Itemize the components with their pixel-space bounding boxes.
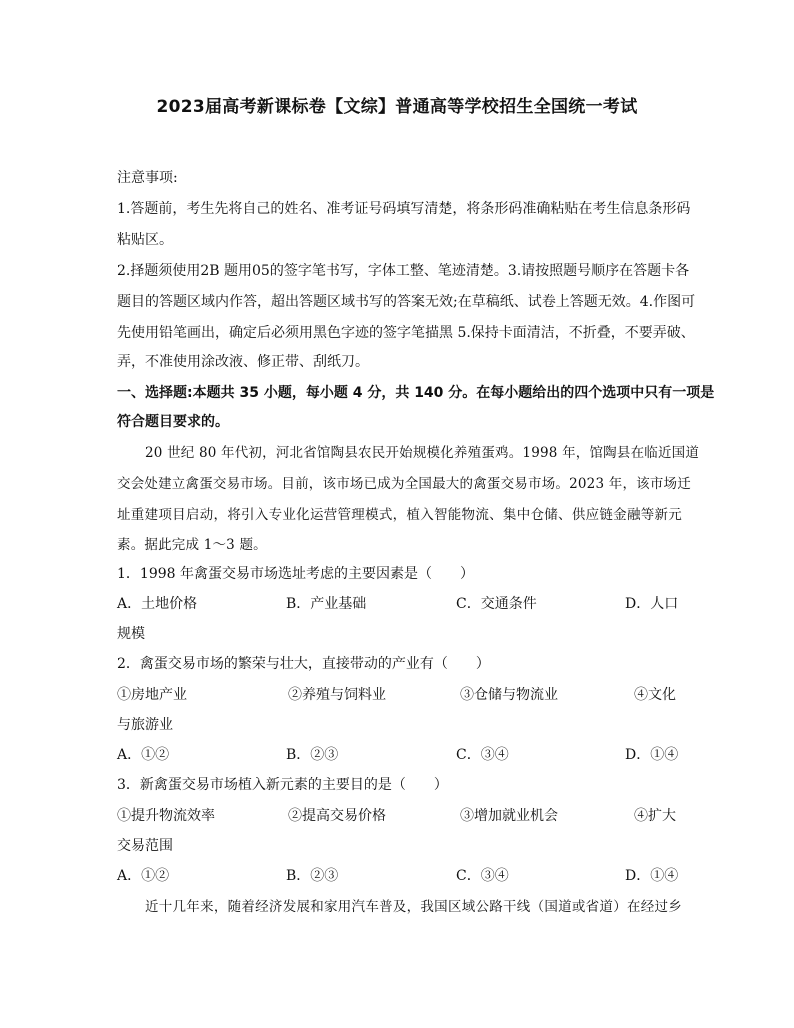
question-1-stem: 1．1998 年禽蛋交易市场选址考虑的主要因素是（ ）: [117, 566, 474, 582]
q1-option-wrap: 规模: [117, 626, 145, 642]
q3-item-2: ②提高交易价格: [288, 808, 386, 824]
q3-item-3: ③增加就业机会: [460, 808, 558, 824]
q3-option-a: A．①②: [117, 868, 170, 884]
passage-line: 址重建项目启动，将引入专业化运营管理模式，植入智能物流、集中仓储、供应链金融等新元: [117, 507, 682, 523]
q1-option-d: D．人口: [625, 596, 679, 612]
notice-line: 粘贴区。: [117, 232, 173, 248]
section-heading: 符合题目要求的。: [117, 414, 229, 430]
q1-option-b: B．产业基础: [286, 596, 367, 612]
passage-line: 近十几年来，随着经济发展和家用汽车普及，我国区域公路干线（国道或省道）在经过乡: [145, 899, 682, 915]
section-heading: 一、选择题:本题共 35 小题，每小题 4 分，共 140 分。在每小题给出的四个选项中只有一项是: [117, 385, 715, 401]
notice-heading: 注意事项:: [117, 170, 178, 186]
passage-line: 20 世纪 80 年代初，河北省馆陶县农民开始规模化养殖蛋鸡。1998 年，馆陶县在临近国道: [145, 445, 700, 461]
q2-option-d: D．①④: [625, 747, 679, 763]
q2-option-c: C．③④: [456, 747, 509, 763]
exam-title: 2023届高考新课标卷【文综】普通高等学校招生全国统一考试: [156, 97, 638, 117]
q2-item-wrap: 与旅游业: [117, 717, 173, 733]
q3-item-wrap: 交易范围: [117, 838, 173, 854]
q1-option-c: C．交通条件: [456, 596, 537, 612]
passage-line: 交会处建立禽蛋交易市场。目前，该市场已成为全国最大的禽蛋交易市场。2023 年，该市场迁: [117, 476, 691, 492]
question-2-stem: 2．禽蛋交易市场的繁荣与壮大，直接带动的产业有（ ）: [117, 656, 490, 672]
q1-option-a: A．土地价格: [117, 596, 198, 612]
notice-line: 先使用铅笔画出，确定后必须用黑色字迹的签字笔描黑 5.保持卡面清洁，不折叠，不要弄破、: [117, 325, 695, 341]
q2-option-b: B．②③: [286, 747, 339, 763]
q2-item-1: ①房地产业: [117, 687, 187, 703]
question-3-stem: 3．新禽蛋交易市场植入新元素的主要目的是（ ）: [117, 777, 448, 793]
q3-item-4: ④扩大: [634, 808, 676, 824]
q3-option-b: B．②③: [286, 868, 339, 884]
notice-line: 1.答题前，考生先将自己的姓名、准考证号码填写清楚，将条形码准确粘贴在考生信息条形码: [117, 201, 691, 217]
q3-option-c: C．③④: [456, 868, 509, 884]
q2-item-2: ②养殖与饲料业: [288, 687, 386, 703]
notice-line: 2.择题须使用2B 题用05的签字笔书写，字体工整、笔迹清楚。3.请按照题号顺序在答题卡各: [117, 263, 690, 279]
q3-item-1: ①提升物流效率: [117, 808, 215, 824]
q2-item-3: ③仓储与物流业: [460, 687, 558, 703]
notice-line: 题目的答题区域内作答，超出答题区域书写的答案无效;在草稿纸、试卷上答题无效。4.作图可: [117, 294, 696, 310]
q3-option-d: D．①④: [625, 868, 679, 884]
q2-option-a: A．①②: [117, 747, 170, 763]
notice-line: 弄，不准使用涂改液、修正带、刮纸刀。: [117, 354, 369, 370]
q2-item-4: ④文化: [634, 687, 676, 703]
passage-line: 素。据此完成 1～3 题。: [117, 537, 267, 553]
